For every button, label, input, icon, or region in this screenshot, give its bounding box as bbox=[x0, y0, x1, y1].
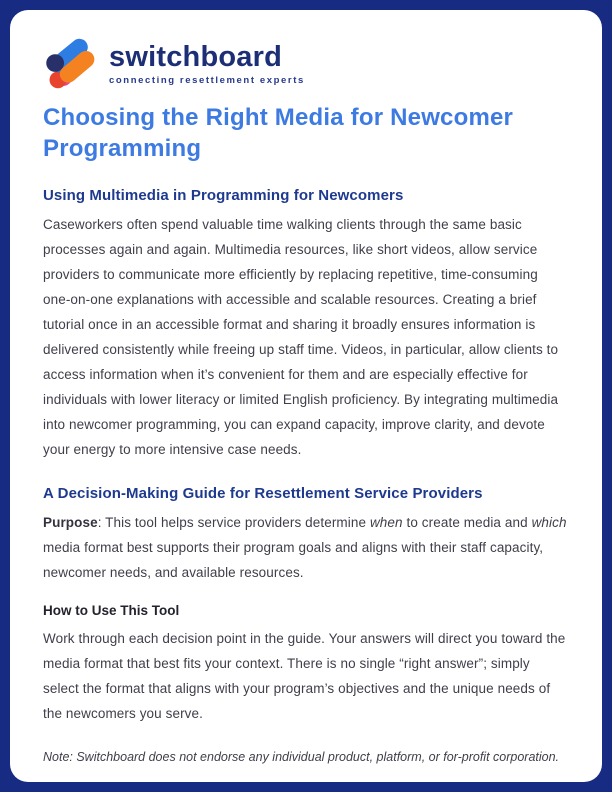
section-heading-how-to-use: How to Use This Tool bbox=[43, 603, 180, 618]
purpose-paragraph bbox=[43, 510, 569, 585]
logo-text bbox=[109, 42, 305, 86]
intro-paragraph: Caseworkers often spend valuable time walking clients through the same basic processes again and again. Multimedia resources, like short videos, allow service providers to communicate more efficiently by replacing repetitive, time-consuming one-on-one explanations with accessible and scalable resources. Creating a brief tutorial once in an accessible format and sharing it broadly ensures information is delivered consistently while freeing up staff time. Videos, in particular, allow clients to access information when it’s convenient for them and are especially effective for individuals with lower literacy or limited English proficiency. By integrating multimedia into newcomer programming, you can expand capacity, improve clarity, and devote your energy to more intensive case needs. bbox=[43, 217, 559, 457]
document-body bbox=[10, 10, 602, 782]
section-heading-decision-guide: A Decision-Making Guide for Resettlement Service Providers bbox=[43, 485, 483, 502]
purpose-italic-when: when bbox=[369, 515, 403, 530]
logo-tagline: connecting resettlement experts bbox=[109, 75, 305, 86]
purpose-text-2: to create media and bbox=[402, 515, 532, 530]
disclaimer-note: Note: Switchboard does not endorse any individual product, platform, or for-profit corporation. bbox=[43, 750, 560, 764]
purpose-italic-which: which bbox=[531, 515, 567, 530]
switchboard-logo-icon bbox=[43, 38, 99, 90]
switchboard-logo bbox=[43, 38, 569, 90]
section-heading-multimedia: Using Multimedia in Programming for Newcomers bbox=[43, 187, 404, 204]
purpose-label: Purpose bbox=[43, 515, 98, 530]
purpose-text-1: : This tool helps service providers determine bbox=[97, 515, 370, 530]
page-title: Choosing the Right Media for Newcomer Programming bbox=[43, 104, 514, 162]
logo-wordmark: switchboard bbox=[109, 41, 282, 73]
how-to-use-paragraph: Work through each decision point in the guide. Your answers will direct you toward the media format that best fits your context. There is no single “right answer”; simply select the format that aligns with your program’s objectives and the unique needs of the newcomers you serve. bbox=[43, 631, 566, 721]
purpose-text-3: media format best supports their program goals and aligns with their staff capacity, newcomer needs, and available resources. bbox=[43, 540, 544, 580]
